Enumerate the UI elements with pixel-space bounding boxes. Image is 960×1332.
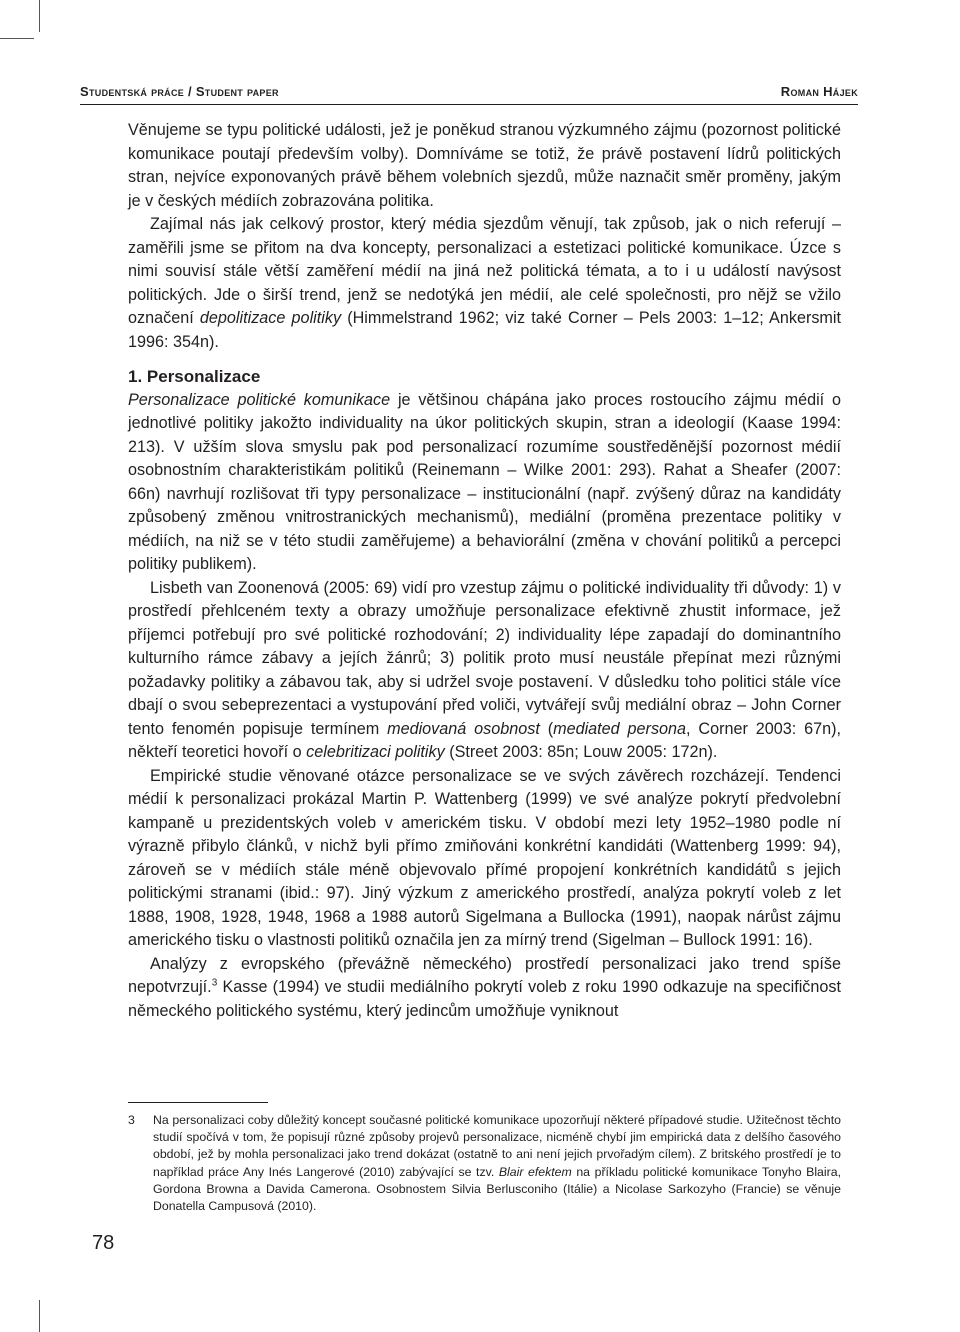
footnote	[128, 1112, 841, 1215]
running-header	[80, 84, 858, 99]
paragraph: Analýzy z evropského (převážně německého) prostředí personalizaci jako trend spíše nepotvrzují.$^3$ Kasse (1994) ve studii mediálního pokrytí voleb z roku 1990 odkazuje na specifičnost německého politického systému, který jedincům umožňuje vyniknout	[128, 954, 841, 1020]
paragraph: Personalizace politické komunikace je většinou chápána jako proces rostoucího zájmu médií o jednotlivé politiky jakožto individuality na úkor politických skupin, stran a ideologií (Kaase 1994: 213). V užším slova smyslu pak pod personalizací rozumíme soustředěnější pozornost médií osobnostním charakteristikám politiků (Reinemann – Wilke 2001: 293). Rahat a Sheafer (2007: 66n) navrhují rozlišovat tři typy personalizace – institucionální (např. zvýšený důraz na kandidáty způsobený změnou vnitrostranických mechanismů), mediální (proměna prezentace politiky v médiích, na niž se v této studii zaměřujeme) a behaviorální (změna v chování politiků a percepci politiky publikem).	[128, 390, 841, 573]
paragraph: Lisbeth van Zoonenová (2005: 69) vidí pro vzestup zájmu o politické individuality tři důvody: 1) v prostředí přehlceném texty a obrazy umožňuje personalizace efektivně zhustit informace, jež příjemci potřebují pro své politické rozhodování; 2) individuality lépe zapadají do dominantního kulturního rámce zábavy a jejích žánrů; 3) politik proto musí neustále přepínat mezi různými požadavky politiky a zábavou tak, aby si udržel svoje postavení. V důsledku toho politici stále více dbají o svou sebeprezentaci a vystupování před voliči, vytvářejí svůj mediální obraz – John Corner tento fenomén popisuje termínem mediovaná osobnost (mediated persona, Corner 2003: 67n), někteří teoretici hovoří o celebritizaci politiky (Street 2003: 85n; Louw 2005: 172n).	[128, 578, 841, 761]
footnote-text: Na personalizaci coby důležitý koncept současné politické komunikace upozorňují některé případové studie. Užitečnost těchto studií spočívá v tom, že popisují různé způsoby projevů personalizace, nicméně chybí jim empirická data z delšího časového období, jež by mohla personalizaci jako trend dokázat (ostatně to ani není jejich prvořadým cílem). Z britského prostředí je to například práce Any Inés Langerové (2010) zabývající se tzv. Blair efektem na příkladu politické komunikace Tonyho Blaira, Gordona Browna a Davida Camerona. Osobnostem Silvia Berlusconiho (Itálie) a Nicolase Sarkozyho (Francie) se věnuje Donatella Campusová (2010).	[153, 1113, 841, 1214]
paragraph: Zajímal nás jak celkový prostor, který média sjezdům věnují, tak způsob, jak o nich referují – zaměřili jsme se přitom na dva koncepty, personalizaci a estetizaci politické komunikace. Úzce s nimi souvisí stále větší zaměření médií na jiná než politická témata, a to i u událostí navýsost politických. Jde o širší trend, jenž se nedotýká jen médií, ale celé společnosti, pro nějž se vžilo označení depolitizace politiky (Himmelstrand 1962; viz také Corner – Pels 2003: 1–12; Ankersmit 1996: 354n).	[128, 215, 842, 351]
crop-mark-bottom	[39, 1300, 40, 1332]
paragraph: Empirické studie věnované otázce personalizace se ve svých závěrech rozcházejí. Tendenci médií k personalizaci prokázal Martin P. Wattenberg (1999) ve své analýze pokrytí předvolební kampaně u prezidentských voleb v americkém tisku. V období mezi lety 1952–1980 podle ní výrazně přibylo článků, v nichž byli přímo zmiňováni konkrétní kandidáti (Wattenberg 1999: 94), zároveň se v médiích stále méně objevovalo přímé propojení konkrétních kandidátů s jejich politickými stranami (ibid.: 97). Jiný výzkum z amerického prostředí, analýza pokrytí voleb z let 1888, 1908, 1928, 1948, 1968 a 1988 autorů Sigelmana a Bullocka (1991), naopak nárůst zájmu amerického tisku o vlastnosti politiků označila jen za mírný trend (Sigelman – Bullock 1991: 16).	[128, 766, 841, 949]
crop-mark-left	[0, 38, 34, 39]
header-author: Roman Hájek	[780, 84, 858, 99]
page-number: 78	[92, 1232, 115, 1254]
header-section-label: Studentská práce / Student paper	[80, 84, 279, 99]
header-rule	[80, 104, 858, 105]
article-body	[128, 119, 841, 1023]
paragraph: Věnujeme se typu politické události, jež je poněkud stranou výzkumného zájmu (pozornost politické komunikace poutají především volby). Domníváme se totiž, že právě postavení lídrů politických stran, nejvíce exponovaných právě během volebních sjezdů, může naznačit směr proměny, jakým je v českých médiích zobrazována politika.	[128, 121, 841, 210]
footnote-number: 3	[128, 1113, 135, 1127]
footnote-reference[interactable]: 3	[211, 977, 218, 989]
section-heading: 1. Personalizace	[128, 367, 261, 386]
footnote-rule	[128, 1102, 268, 1103]
crop-mark-top	[39, 0, 40, 32]
